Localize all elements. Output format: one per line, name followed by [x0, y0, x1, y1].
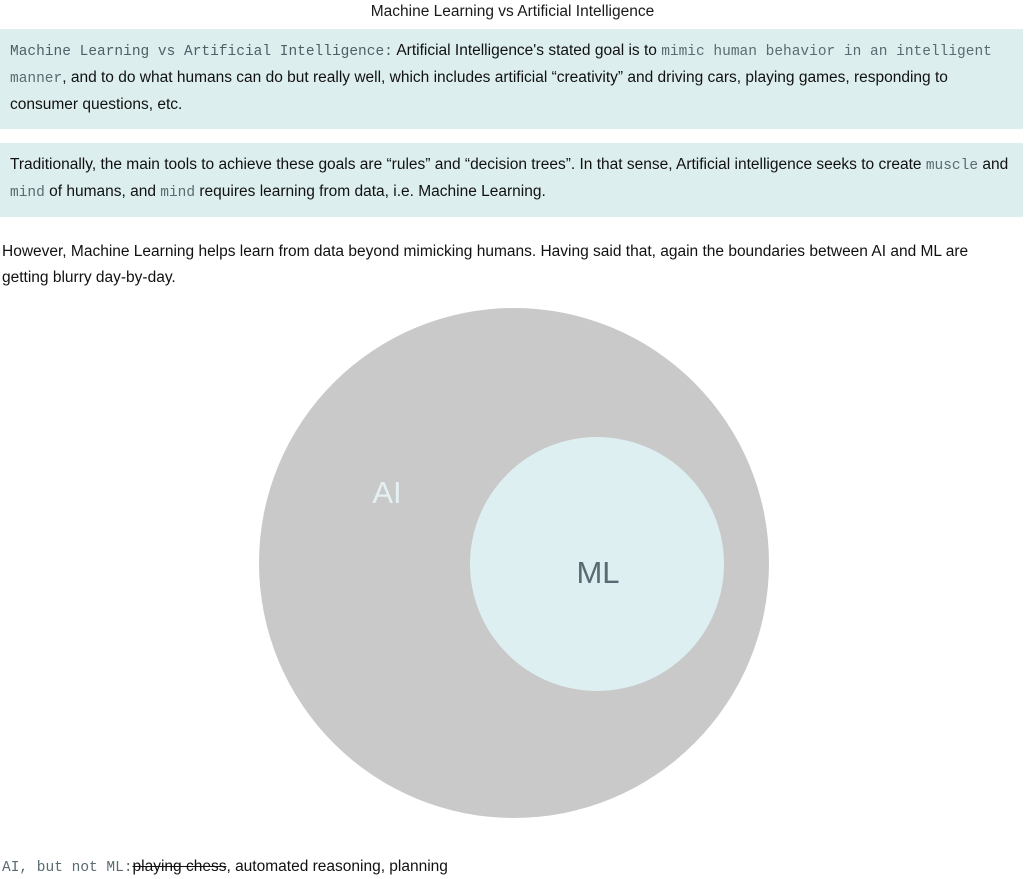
ai-label: AI — [372, 475, 402, 511]
venn-diagram-svg — [0, 303, 1025, 833]
callout-2-text-2: and — [978, 156, 1009, 173]
callout-block-1 — [0, 29, 1023, 129]
callout-2-mono-3: mind — [160, 185, 196, 201]
callout-1-lead-mono: Machine Learning vs Artificial Intelligence: — [10, 44, 393, 60]
footer-strikethrough-text: playing chess — [132, 858, 227, 875]
footer-rest-text: , automated reasoning, planning — [226, 858, 448, 875]
footer-mono-label: AI, but not ML: — [2, 860, 133, 876]
callout-1-text-1: Artificial Intelligence's stated goal is to — [392, 42, 662, 59]
callout-2-mono-2: mind — [10, 185, 45, 201]
callout-block-2 — [0, 143, 1023, 217]
callout-2-text-1: Traditionally, the main tools to achieve these goals are “rules” and “decision trees”. In that sense, Artificial intelligence seeks to create — [10, 156, 926, 173]
callout-1-text-2: , and to do what humans can do but really well, which includes artificial “creativity” and driving cars, playing games, responding to consumer questions, etc. — [10, 69, 948, 113]
callout-1-mono-1: mimic human behavior in an intelligent manner — [10, 44, 992, 87]
footer-note — [2, 856, 448, 879]
venn-diagram — [0, 303, 1025, 823]
ml-label: ML — [576, 555, 620, 591]
callout-2-mono-1: muscle — [925, 158, 979, 174]
body-paragraph: However, Machine Learning helps learn from data beyond mimicking humans. Having said that, again the boundaries between AI and ML are getting blurry day-by-day. — [2, 243, 969, 286]
page-title: Machine Learning vs Artificial Intelligence — [370, 3, 655, 20]
callout-2-text-3: of humans, and — [44, 183, 161, 200]
callout-2-text-4: requires learning from data, i.e. Machine Learning. — [195, 183, 546, 200]
